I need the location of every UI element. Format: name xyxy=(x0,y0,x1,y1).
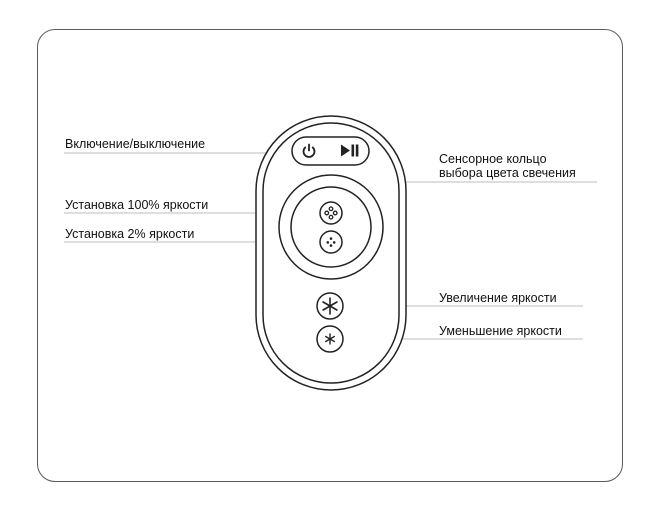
label-ring-line2: выбора цвета свечения xyxy=(439,166,576,180)
label-power: Включение/выключение xyxy=(65,137,206,151)
decrease-brightness-button[interactable] xyxy=(317,326,343,352)
low-brightness-button[interactable] xyxy=(320,231,342,253)
power-play-button[interactable] xyxy=(292,137,369,165)
low-brightness-circle xyxy=(320,231,342,253)
label-full-brightness: Установка 100% яркости xyxy=(65,198,209,212)
full-brightness-button[interactable] xyxy=(320,202,342,224)
label-increase: Увеличение яркости xyxy=(439,291,557,305)
color-touch-ring-inner xyxy=(291,187,371,267)
increase-brightness-button[interactable] xyxy=(317,293,343,319)
label-ring-line1: Сенсорное кольцо xyxy=(439,152,547,166)
label-low-brightness: Установка 2% яркости xyxy=(65,227,195,241)
full-brightness-circle xyxy=(320,202,342,224)
label-decrease: Уменьшение яркости xyxy=(439,324,562,338)
